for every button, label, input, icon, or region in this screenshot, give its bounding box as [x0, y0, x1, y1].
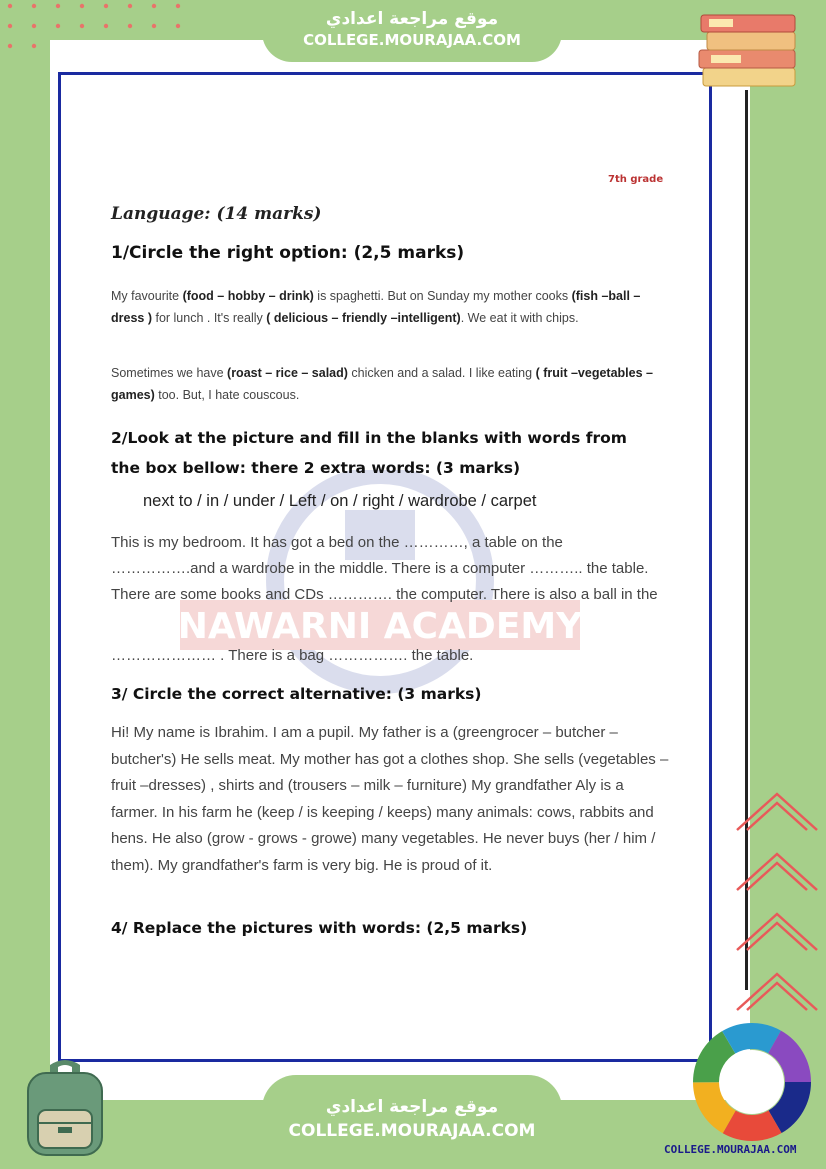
grade-label: 7th grade: [608, 174, 664, 185]
q1-paragraph-1: My favourite (food – hobby – drink) is spaghetti. But on Sunday my mother cooks (fish –ball – dress ) for lunch . It's really ( delicious – friendly –intelligent). We eat it with chips.: [111, 289, 641, 325]
footer-url-link[interactable]: COLLEGE.MOURAJAA.COM: [288, 1121, 536, 1141]
brand-url[interactable]: COLLEGE.MOURAJAA.COM: [664, 1143, 797, 1156]
q2-paragraph: This is my bedroom. It has got a bed on the …………, a table on the …………….and a wardrobe in the middle. There is a computer ……….. the table. There are some books and CDs …………. the computer. There is also a ball in the: [111, 534, 658, 603]
site-arabic-name: موقع مراجعة اعدادي: [325, 9, 499, 29]
backpack-icon: [10, 1055, 120, 1160]
footer-tab: [262, 1075, 562, 1169]
footer-arabic-name: موقع مراجعة اعدادي: [325, 1097, 499, 1117]
q1-option-group-3[interactable]: ( delicious – friendly –intelligent): [266, 311, 461, 325]
q3-title: 3/ Circle the correct alternative: (3 marks): [111, 685, 482, 703]
chevron-up-icon: [735, 790, 820, 1030]
q3-paragraph: Hi! My name is Ibrahim. I am a pupil. My father is a (greengrocer – butcher –butcher's) He sells meat. My mother has got a clothes shop. She sells (vegetables – fruit –dresses) , shirts and (trousers – milk – furniture) My grandfather Aly is a farmer. In his farm he (keep / is keeping / keeps) many animals: cows, rabbits and hens. He also (grow - grows - growe) many vegetables. He never buys (her / him / them). My grandfather's farm is very big. He is proud of it.: [111, 724, 669, 874]
q1-option-group-2[interactable]: (fish –ball – dress ): [111, 289, 641, 325]
q2-title: 2/Look at the picture and fill in the blanks with words from the box bellow: there 2 extra words: (3 marks): [111, 429, 627, 477]
q1-title: 1/Circle the right option: (2,5 marks): [111, 243, 465, 263]
q2-word-box: next to / in / under / Left / on / right / wardrobe / carpet: [143, 492, 537, 510]
q2-paragraph-end: ………………… . There is a bag ……………. the table.: [111, 647, 474, 664]
watermark-text: NAWARNI ACADEMY: [177, 606, 583, 647]
q1-option-group-5[interactable]: ( fruit –vegetables – games): [111, 366, 653, 402]
q1-option-group-1[interactable]: (food – hobby – drink): [182, 289, 314, 303]
section-title: Language: (14 marks): [111, 204, 322, 224]
header-tab: [262, 0, 562, 62]
q1-option-group-4[interactable]: (roast – rice – salad): [227, 366, 348, 380]
subjects-ring-icon: [692, 1022, 812, 1142]
site-url-link[interactable]: COLLEGE.MOURAJAA.COM: [303, 31, 521, 49]
q4-title: 4/ Replace the pictures with words: (2,5 marks): [111, 919, 528, 937]
books-stack-icon: [695, 10, 805, 95]
q1-paragraph-2: Sometimes we have (roast – rice – salad) chicken and a salad. I like eating ( fruit –vegetables – games) too. But, I hate couscous.: [111, 366, 653, 402]
